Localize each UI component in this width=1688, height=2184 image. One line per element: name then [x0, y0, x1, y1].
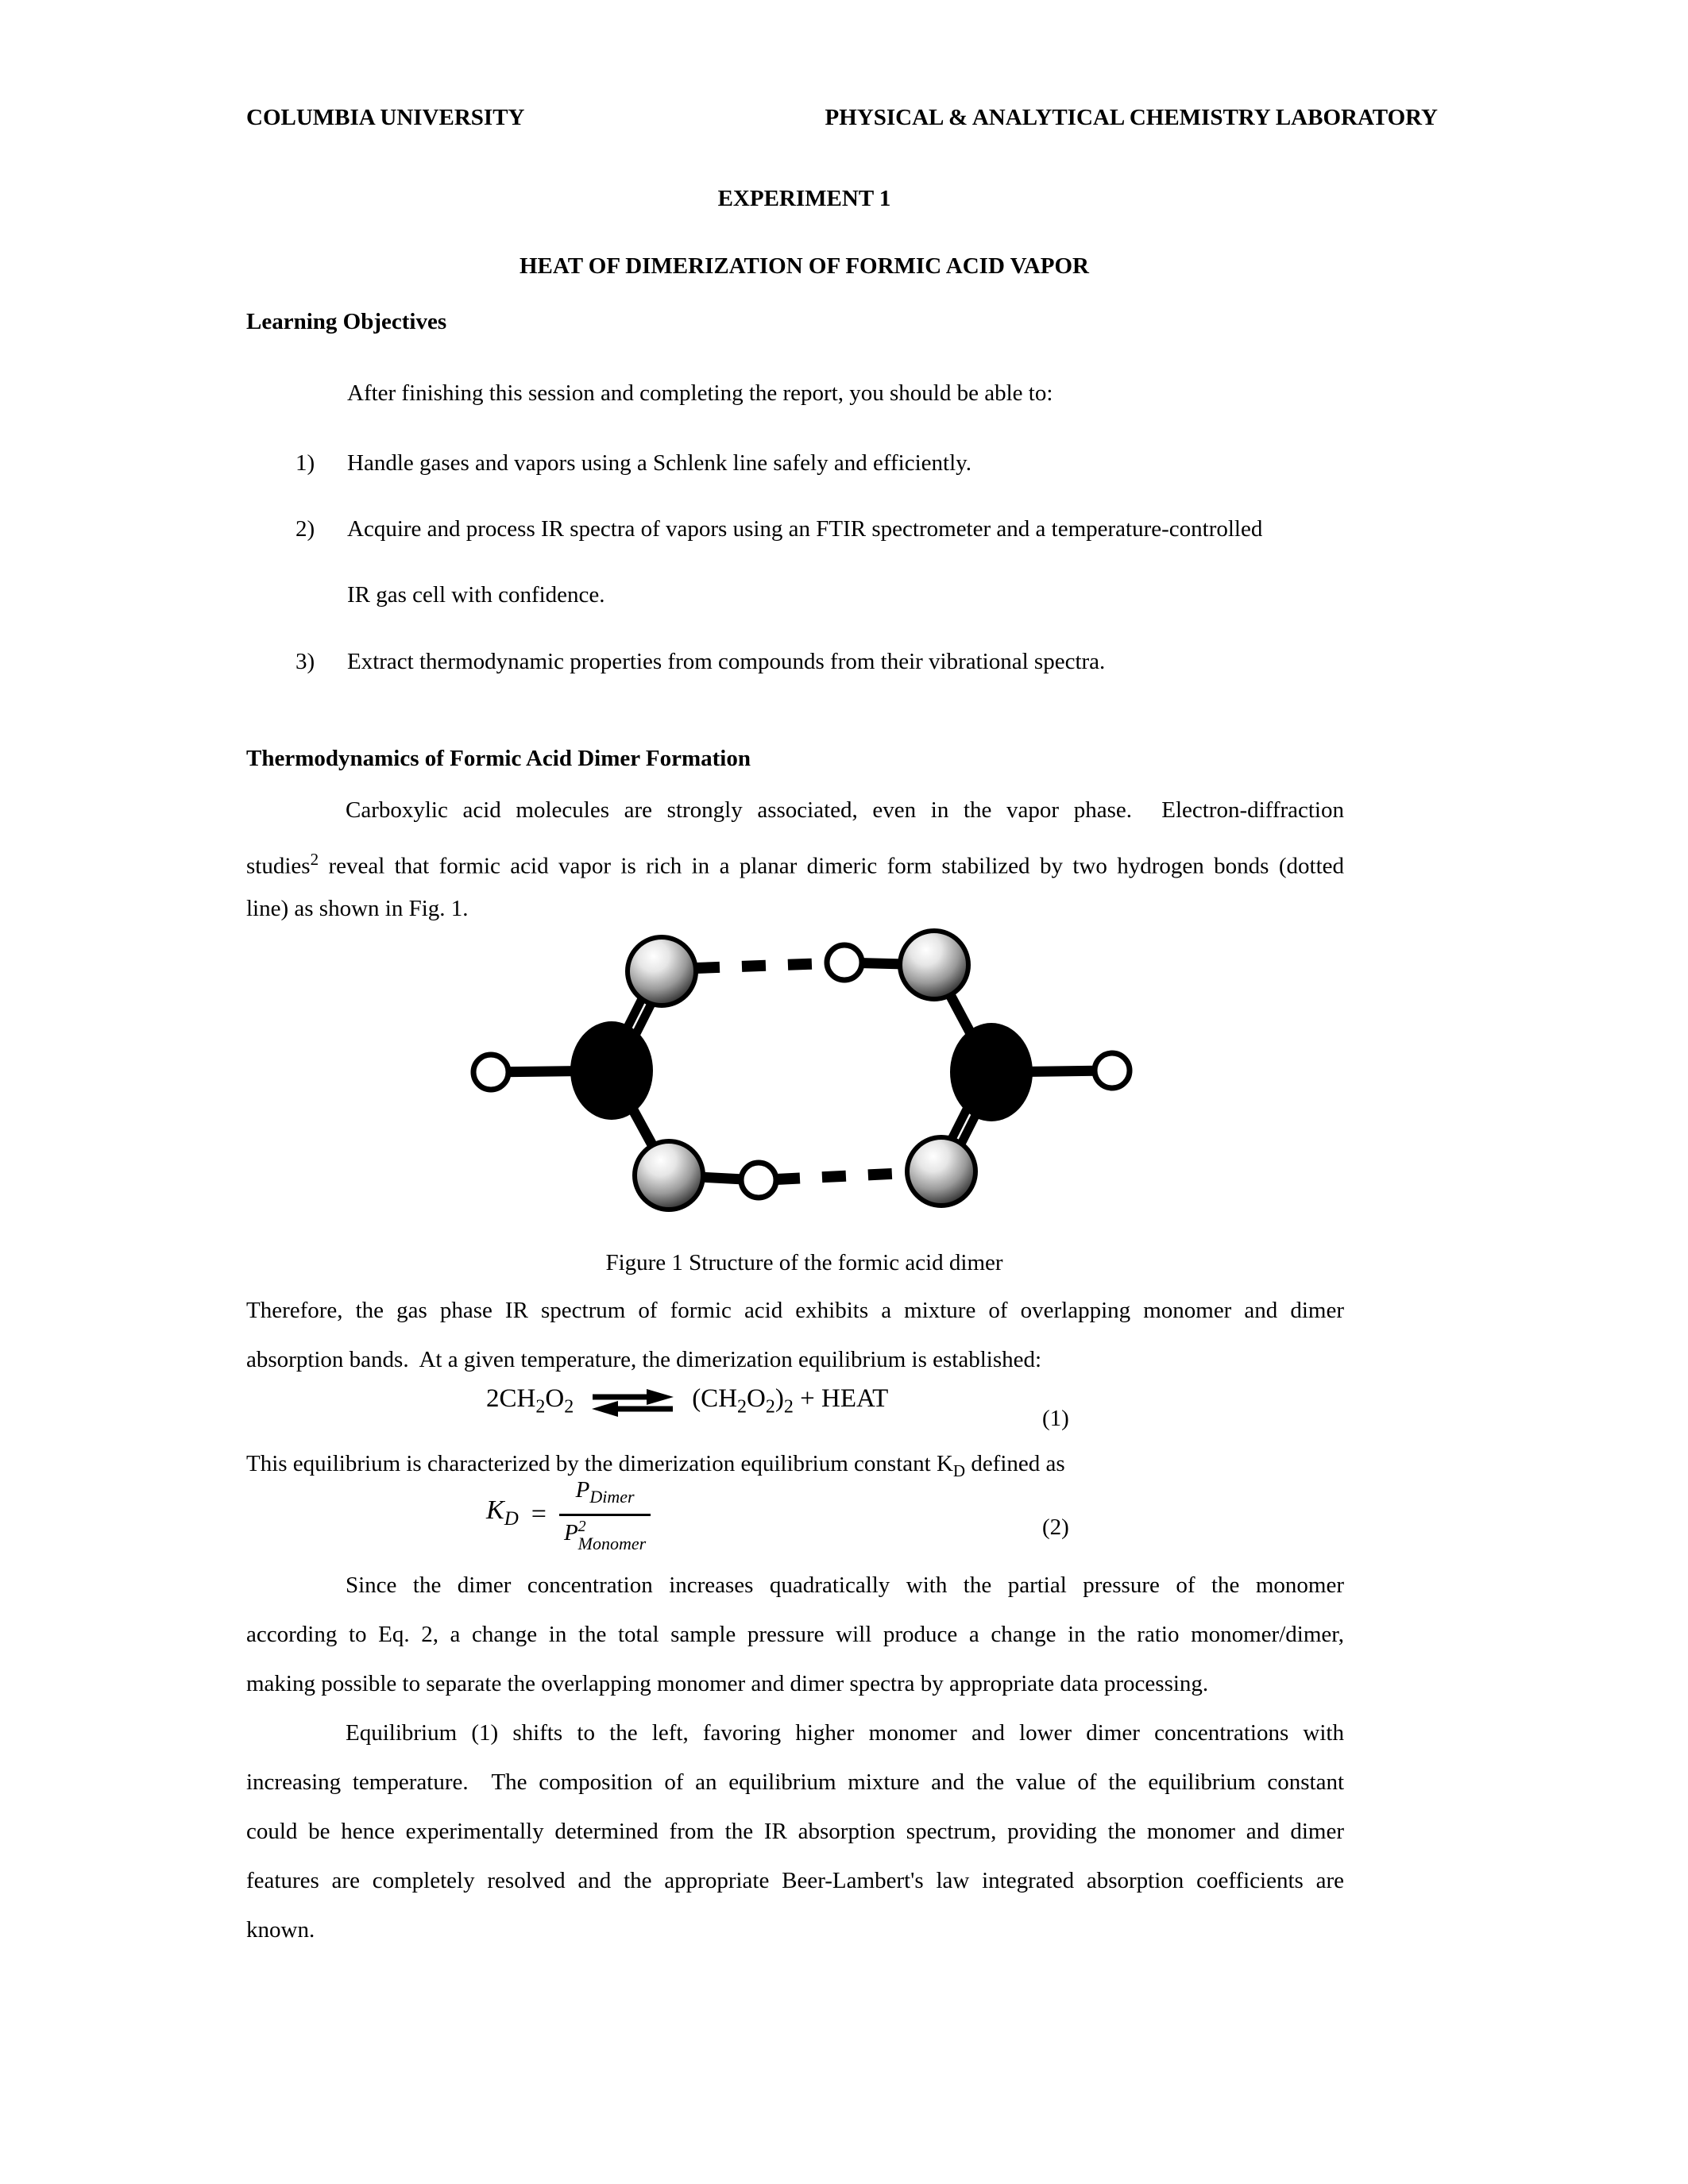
learning-objectives-heading: Learning Objectives [246, 309, 447, 334]
equation-lhs: $2CH_2O_2$ [486, 1384, 574, 1418]
fraction-denominator: P 2 Monomer [563, 1517, 647, 1553]
paragraph-line: line) as shown in Fig. 1. [246, 896, 469, 921]
paragraph-line: according to Eq. 2, a change in the total sample pressure will produce a change in the ratio monomer/dimer, [246, 1622, 1344, 1647]
paragraph-line: Therefore, the gas phase IR spectrum of formic acid exhibits a mixture of overlapping monomer and dimer [246, 1298, 1344, 1323]
pressure-fraction [559, 1476, 651, 1553]
paragraph-line: Carboxylic acid molecules are strongly associated, even in the vapor phase. Electron-diffraction [346, 797, 1344, 823]
hydrogen-atom [741, 1163, 776, 1198]
main-title: HEAT OF DIMERIZATION OF FORMIC ACID VAPOR [520, 253, 1089, 279]
header-institution: COLUMBIA UNIVERSITY [246, 105, 525, 130]
oxygen-atom [628, 937, 696, 1005]
equation-number: (1) [1042, 1406, 1069, 1431]
section-heading: Thermodynamics of Formic Acid Dimer Formation [246, 746, 751, 771]
paragraph-line: could be hence experimentally determined from the IR absorption spectrum, providing the monomer and dimer [246, 1819, 1344, 1844]
paragraph-line: studies$^2$ reveal that formic acid vapor is rich in a planar dimeric form stabilized by two hydrogen bonds (dotted [246, 850, 1344, 879]
hydrogen-bond-dashed [776, 1173, 907, 1179]
paragraph-line: This equilibrium is characterized by the dimerization equilibrium constant $K_D$ defined as [246, 1451, 1065, 1480]
paragraph-line: Since the dimer concentration increases quadratically with the partial pressure of the monomer [346, 1572, 1344, 1598]
equals-sign: = [531, 1499, 547, 1529]
objectives-intro: After finishing this session and completing the report, you should be able to: [347, 380, 1053, 406]
oxygen-atom [907, 1137, 975, 1206]
hydrogen-atom [1095, 1053, 1130, 1088]
list-item-number: 2) [295, 516, 315, 542]
formic-acid-dimer-figure [445, 909, 1160, 1251]
equation-kd-definition [486, 1476, 651, 1553]
paragraph-line: absorption bands. At a given temperature, the dimerization equilibrium is established: [246, 1347, 1042, 1372]
list-item-text: Extract thermodynamic properties from compounds from their vibrational spectra. [347, 649, 1106, 674]
list-item-number: 3) [295, 649, 315, 674]
carbon-atom [950, 1023, 1033, 1121]
equation-rhs: $(CH_2O_2)_2$ + HEAT [692, 1384, 889, 1418]
hydrogen-atom [827, 945, 862, 980]
paragraph-line: features are completely resolved and the appropriate Beer-Lambert's law integrated absorption coefficients are [246, 1868, 1344, 1893]
paragraph-line: known. [246, 1917, 315, 1943]
experiment-number-title: EXPERIMENT 1 [717, 186, 891, 211]
list-item-text: Acquire and process IR spectra of vapors using an FTIR spectrometer and a temperature-controlled [347, 516, 1263, 542]
hydrogen-atom [473, 1055, 508, 1090]
equilibrium-arrow-icon [591, 1387, 674, 1418]
carbon-atom [570, 1021, 653, 1120]
paragraph-line: increasing temperature. The composition of an equilibrium mixture and the value of the equilibrium constant [246, 1769, 1344, 1795]
paragraph-line: making possible to separate the overlapping monomer and dimer spectra by appropriate data processing. [246, 1671, 1209, 1696]
list-item-number: 1) [295, 450, 315, 476]
fraction-numerator: $P_{Dimer}$ [575, 1477, 635, 1507]
oxygen-atom [635, 1141, 703, 1210]
figure-caption: Figure 1 Structure of the formic acid dimer [605, 1250, 1003, 1275]
header-lab-title: PHYSICAL & ANALYTICAL CHEMISTRY LABORATORY [825, 105, 1438, 130]
kd-symbol: $K_D$ [486, 1495, 519, 1530]
hydrogen-bond-dashed [696, 963, 827, 968]
list-item-text: Handle gases and vapors using a Schlenk line safely and efficiently. [347, 450, 971, 476]
equation-dimerization [486, 1380, 888, 1426]
equation-number: (2) [1042, 1515, 1069, 1540]
list-item-text-continuation: IR gas cell with confidence. [347, 582, 605, 608]
oxygen-atom [900, 931, 968, 999]
paragraph-line: Equilibrium (1) shifts to the left, favoring higher monomer and lower dimer concentrations with [346, 1720, 1344, 1746]
